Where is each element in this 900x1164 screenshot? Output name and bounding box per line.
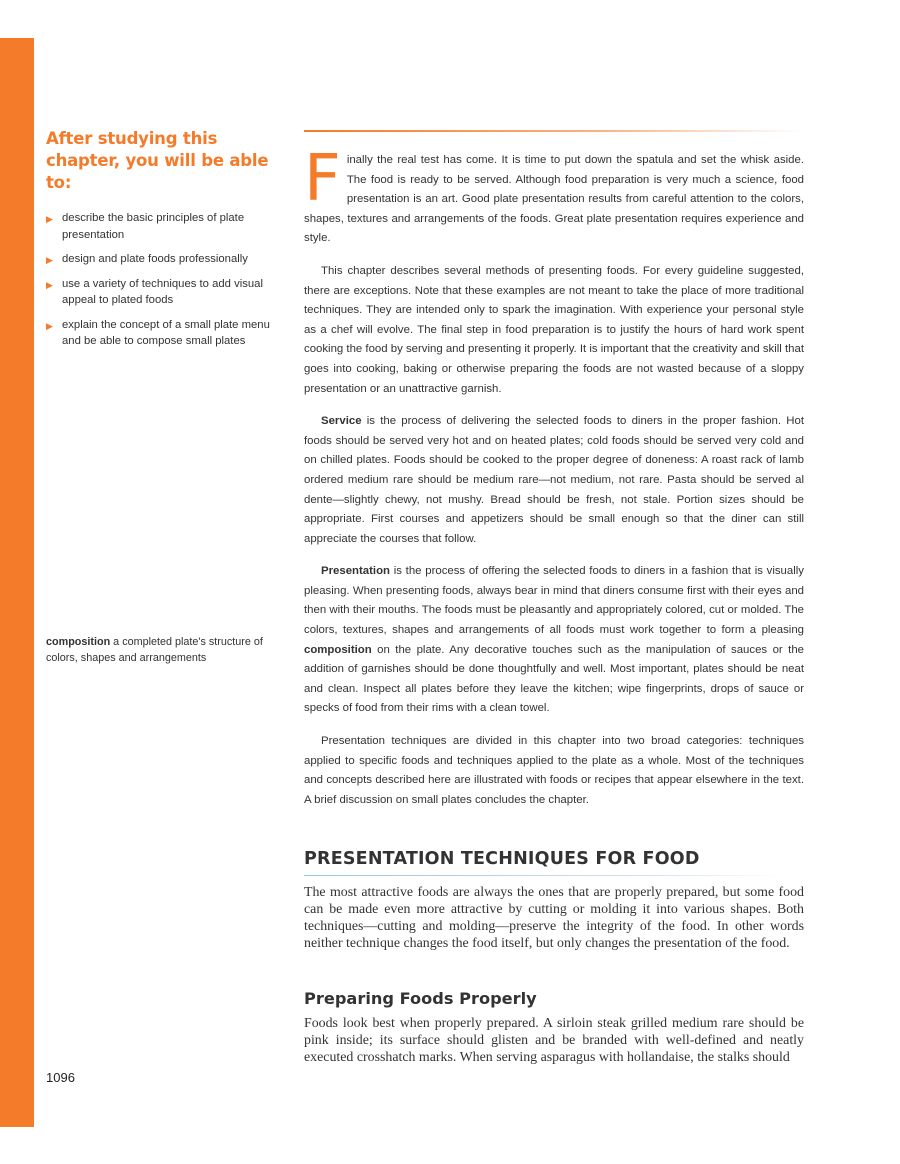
margin-glossary-definition — [46, 634, 278, 666]
page-edge-stripe — [0, 38, 34, 1127]
objectives-title: After studying this chapter, you will be able to: — [46, 129, 269, 192]
learning-objectives — [46, 128, 278, 358]
presentation-paragraph: Presentation is the process of offering the selected foods to diners in a fashion that is visually pleasing. When presenting foods, always bear in mind that diners consume first with their eyes and then with their mouths. The foods must be pleasantly and appropriately colored, cut or molded. The colors, textures, shapes and arrangements of all foods must work together to form a pleasing composition on the plate. Any decorative touches such as the manipulation of sauces or the addition of garnishes should be done thoughtfully and well. Most important, plates should be neat and clean. Inspect all plates before they leave the kitchen; wipe fingerprints, drops of sauce or specks of food from their rims with a clean towel. — [304, 565, 804, 715]
objective-item: ▶ explain the concept of a small plate menu and be able to compose small plates — [46, 318, 270, 347]
glossary-term: composition — [46, 636, 111, 648]
presentation-term: Presentation — [321, 565, 390, 578]
subsection-heading: Preparing Foods Properly — [304, 989, 537, 1008]
objectives-list — [46, 210, 278, 350]
main-text-column — [304, 130, 804, 823]
objective-item: ▶ design and plate foods professionally — [46, 251, 278, 268]
glossary-definition: a completed plate's structure of colors, shapes and arrangements — [46, 636, 263, 664]
objective-item: ▶ describe the basic principles of plate presentation — [46, 212, 245, 241]
section-heading: PRESENTATION TECHNIQUES FOR FOOD — [304, 849, 700, 869]
composition-keyword: composition — [304, 643, 372, 656]
service-paragraph: Service is the process of delivering the selected foods to diners in the proper fashion. Hot foods should be served very hot and on heated plates; cold foods should be served very cold and on chilled plates. Foods should be cooked to the proper degree of doneness: A roast rack of lamb ordered medium rare should be medium rare—not medium, not rare. Pasta should be served al dente—slightly chewy, not mushy. Bread should be fresh, not stale. Portion sizes should be appropriate. First courses and appetizers should be small enough so that the diner can still appreciate the courses that follow. — [304, 415, 804, 545]
intro-paragraph-2: This chapter describes several methods of presenting foods. For every guideline suggested, there are exceptions. Note that these examples are not meant to take the place of more traditional techniques. They are intended only to spark the imagination. With experience your personal style as a chef will evolve. The final step in food preparation is to justify the hours of hard work spent cooking the food by serving and presenting it properly. It is important that the creativity and skill that goes into cooking, baking or otherwise preparing the foods are not wasted because of a sloppy presentation or an unattractive garnish. — [304, 264, 804, 395]
objective-item: ▶ use a variety of techniques to add visual appeal to plated foods — [46, 277, 263, 306]
drop-cap: F — [304, 142, 341, 216]
triangle-bullet-icon: ▶ — [46, 279, 53, 290]
service-term: Service — [321, 415, 362, 428]
section-body: The most attractive foods are always the ones that are properly prepared, but some food can be made even more attractive by cutting or molding it into various shapes. Both techniques—cutting and molding—preserve the integrity of the food. In other words neither technique changes the food itself, but only changes the presentation of the food. — [304, 885, 804, 951]
page-number: 1096 — [46, 1070, 75, 1085]
triangle-bullet-icon: ▶ — [46, 255, 53, 265]
section-rule — [304, 875, 784, 876]
intro-paragraph-1: Finally the real test has come. It is time to put down the spatula and set the whisk aside. The food is ready to be served. Although food preparation is very much a science, food presentation is an art. Good plate presentation results from careful attention to the colors, shapes, textures and arrangements of the foods. Great plate presentation requires experience and style. — [304, 142, 804, 245]
intro-rule — [304, 130, 804, 132]
subsection-body: Foods look best when properly prepared. A sirloin steak grilled medium rare should be pink inside; its surface should glisten and be branded with well-defined and neatly executed crosshatch marks. When serving asparagus with hollandaise, the stalks should — [304, 1016, 804, 1065]
triangle-bullet-icon: ▶ — [46, 214, 53, 224]
triangle-bullet-icon: ▶ — [46, 320, 53, 331]
intro-paragraph-5: Presentation techniques are divided in this chapter into two broad categories: techniques applied to specific foods and techniques applied to the plate as a whole. Most of the techniques and concepts described here are illustrated with foods or recipes that appear elsewhere in the text. A brief discussion on small plates concludes the chapter. — [304, 735, 804, 806]
